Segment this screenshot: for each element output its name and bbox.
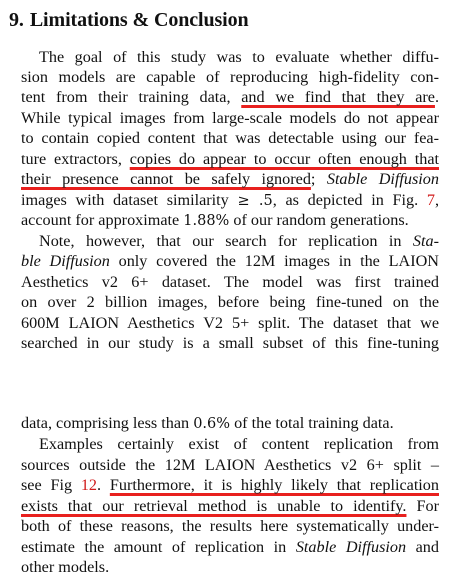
highlight-underline: copies do appear to occur often enough that bbox=[129, 150, 440, 168]
text-line: sources outside the 12M LAION Aesthetics v2 6+ split – bbox=[21, 456, 439, 474]
text-line: Note, however, that our search for replication in Sta- bbox=[39, 232, 439, 250]
text-line: estimate the amount of replication in Stable Diffusion and bbox=[21, 538, 439, 556]
section-number: 9. bbox=[9, 9, 24, 31]
highlight-underline: Furthermore, it is highly likely that replication bbox=[109, 476, 439, 494]
text-line: Examples certainly exist of content replication from bbox=[39, 435, 439, 453]
text-line: ble Diffusion only covered the 12M images in the LAION bbox=[21, 252, 439, 270]
text-line: other models. bbox=[21, 558, 110, 576]
text-line: to contain copied content that was detectable using our fea- bbox=[21, 129, 439, 147]
text-line: data, comprising less than 0.6% of the total training data. bbox=[21, 414, 394, 432]
figure-ref-link[interactable]: 12 bbox=[80, 476, 98, 494]
highlight-underline: their presence cannot be safely ignored bbox=[21, 170, 311, 188]
figure-ref-link[interactable]: 7 bbox=[426, 191, 435, 209]
text-line: sion models are capable of reproducing high-fidelity con- bbox=[21, 68, 439, 86]
text-line: searched in our study is a small subset of this fine-tuning bbox=[21, 334, 439, 352]
text-line: see Fig 12. Furthermore, it is highly likely that replication bbox=[21, 476, 439, 494]
text-line: 600M LAION Aesthetics V2 5+ split. The dataset that we bbox=[21, 314, 439, 332]
text-line: Aesthetics v2 6+ dataset. The model was first trained bbox=[21, 273, 439, 291]
section-title: Limitations & Conclusion bbox=[29, 9, 249, 31]
section-heading bbox=[9, 8, 249, 32]
text-line: both of these reasons, the results here systematically under- bbox=[21, 517, 439, 535]
text-line: ture extractors, copies do appear to occur often enough that bbox=[21, 150, 440, 168]
text-line: tent from their training data, and we find that they are. bbox=[21, 88, 439, 106]
highlight-underline: and we find that they are bbox=[241, 88, 435, 106]
text-line: account for approximate 1.88% of our random generations. bbox=[21, 211, 409, 229]
text-line: on over 2 billion images, before being fine-tuned on the bbox=[21, 293, 439, 311]
text-line: The goal of this study was to evaluate whether diffu- bbox=[39, 48, 439, 66]
text-line: their presence cannot be safely ignored; Stable Diffusion bbox=[21, 170, 439, 188]
text-line: images with dataset similarity ≥ .5, as depicted in Fig. 7, bbox=[21, 191, 440, 209]
text-line: While typical images from large-scale models do not appear bbox=[21, 109, 439, 127]
highlight-underline: exists that our retrieval method is unable to identify. bbox=[21, 497, 407, 515]
text-line: exists that our retrieval method is unable to identify. For bbox=[21, 497, 439, 515]
